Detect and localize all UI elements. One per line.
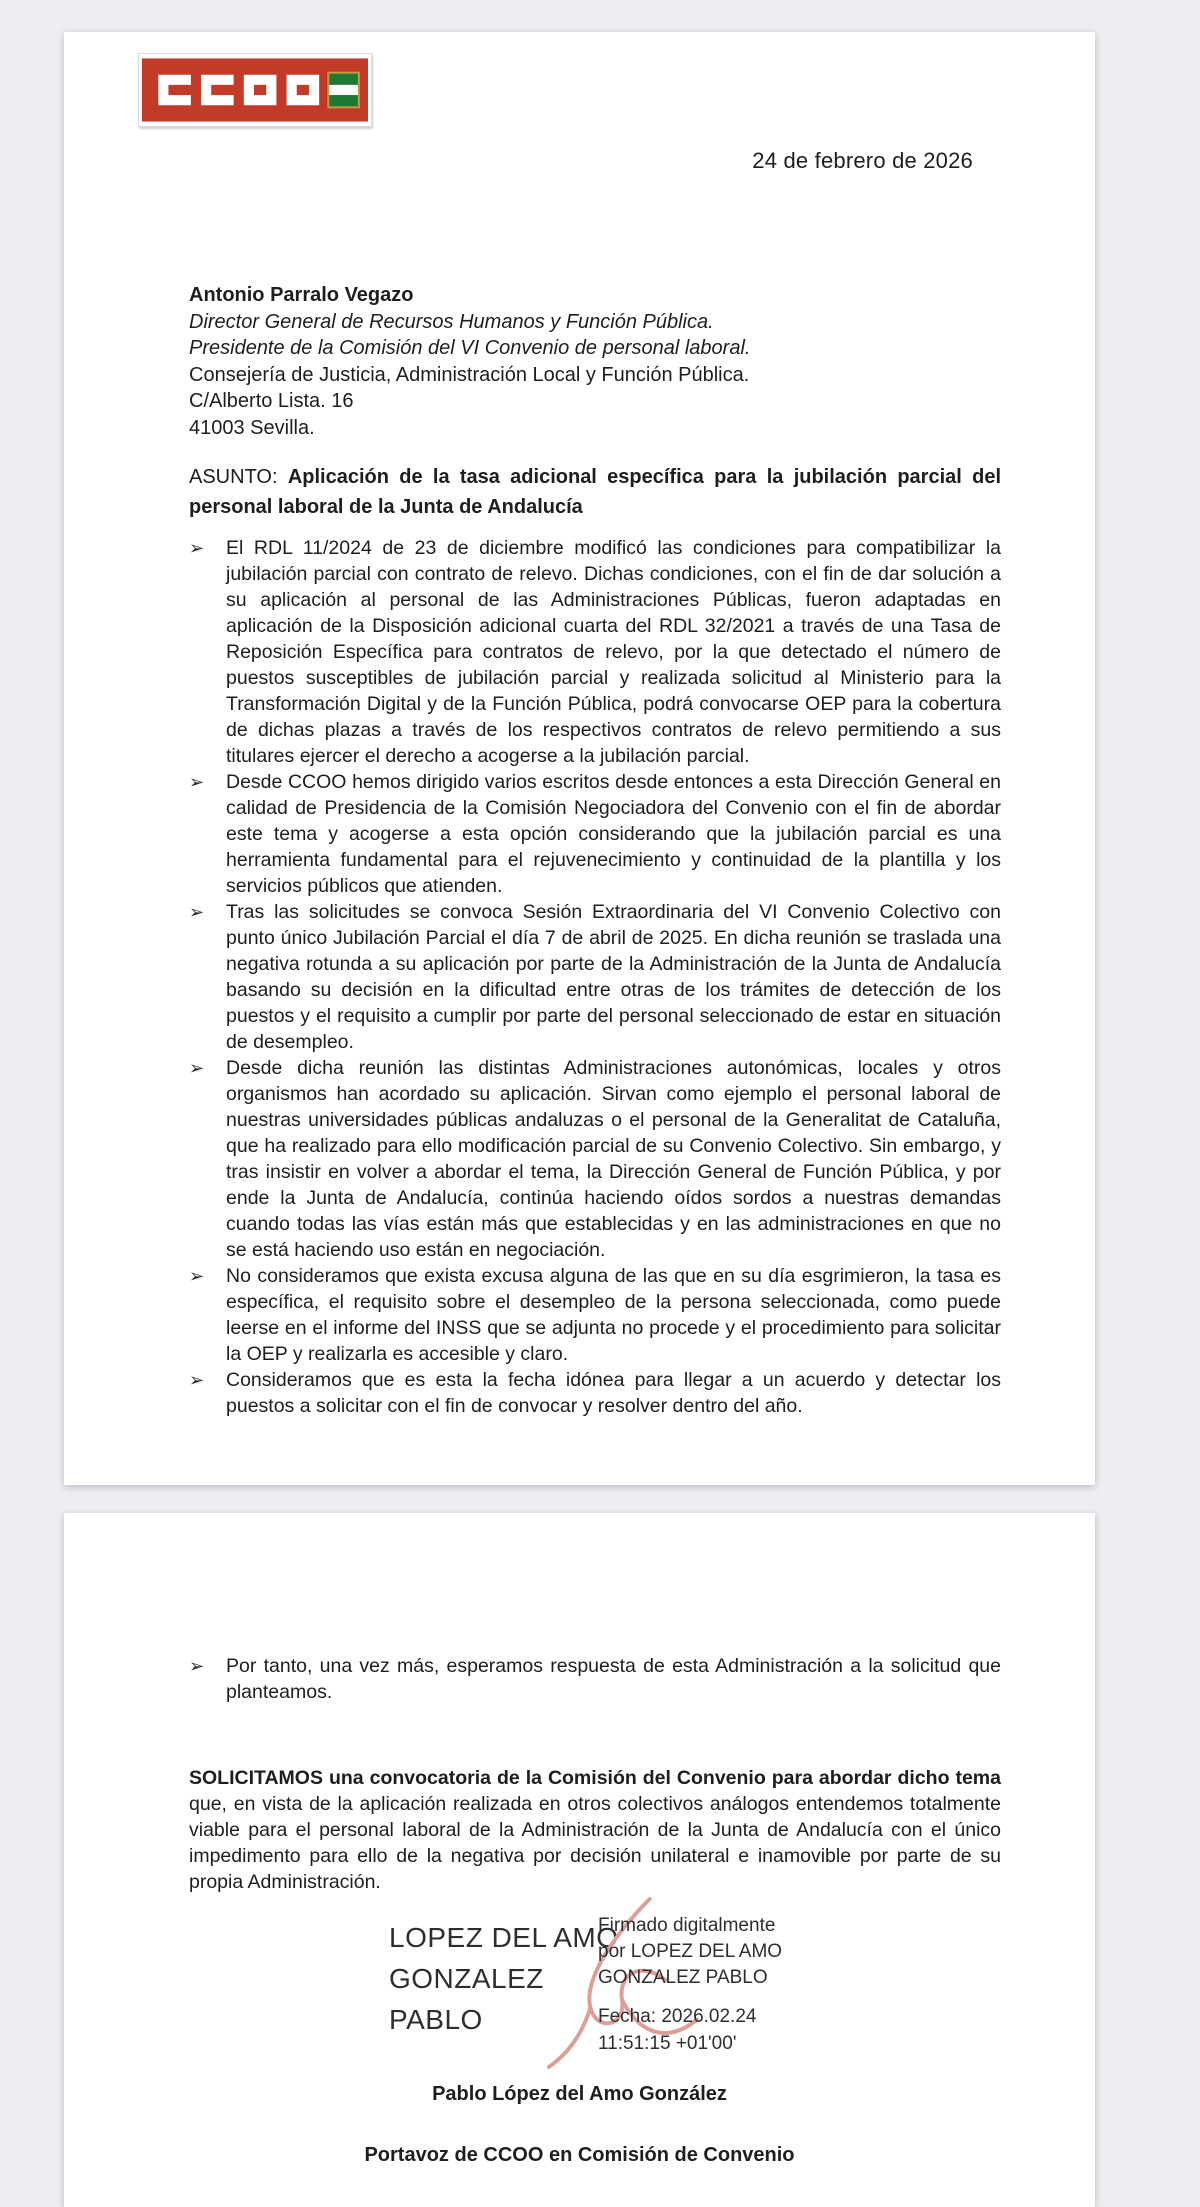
subject-line (189, 462, 1001, 522)
arrow-bullet-icon: ➢ (189, 772, 205, 792)
signer-line: GONZALEZ (389, 1963, 544, 1994)
request-paragraph (189, 1765, 1001, 1895)
arrow-bullet-icon: ➢ (189, 1058, 205, 1078)
signature-stamp-date (598, 2003, 918, 2057)
request-bold-lead: SOLICITAMOS una convocatoria de la Comisión del Convenio para abordar dicho tema (189, 1767, 1001, 1789)
bullet-item (189, 899, 1001, 1055)
letter-date: 24 de febrero de 2026 (752, 148, 973, 173)
subject-text: Aplicación de la tasa adicional específica para la jubilación parcial del personal laboral de la Junta de Andalucía (189, 466, 1001, 518)
bullet-text: Desde CCOO hemos dirigido varios escritos desde entonces a esta Dirección General en calidad de Presidencia de la Comisión Negociadora del Convenio con el fin de abordar este tema y acogerse a esta opción considerando que la jubilación parcial es una herramienta fundamental para el rejuvenecimiento y continuidad de la plantilla y los servicios públicos que atienden. (226, 771, 1001, 897)
stamp-date-line: Fecha: 2026.02.24 (598, 2006, 757, 2027)
bullet-text: Por tanto, una vez más, esperamos respuesta de esta Administración a la solicitud que planteamos. (226, 1655, 1001, 1703)
andalusia-flag-icon (327, 72, 360, 109)
bullet-text: Consideramos que es esta la fecha idónea para llegar a un acuerdo y detectar los puestos a solicitar con el fin de convocar y resolver dentro del año. (226, 1369, 1001, 1417)
bullet-text: Desde dicha reunión las distintas Administraciones autonómicas, locales y otros organismos han acordado su aplicación. Sirvan como ejemplo el personal laboral de nuestras universidades públicas andaluzas o el personal de la Generalitat de Cataluña, que ha realizado para ello modificación parcial de su Convenio Colectivo. Sin embargo, y tras insistir en volver a abordar el tema, la Dirección General de Función Pública, y por ende la Junta de Andalucía, continúa haciendo oídos sordos a nuestras demandas cuando todas las vías están más que establecidas y en las administraciones en que no se está haciendo uso están en negociación. (226, 1057, 1001, 1261)
recipient-city: 41003 Sevilla. (189, 416, 315, 439)
page2-bullet-list (189, 1653, 1001, 1705)
recipient-block (189, 282, 750, 441)
recipient-street: C/Alberto Lista. 16 (189, 390, 354, 412)
bullet-item (189, 1653, 1001, 1705)
bullet-item (189, 769, 1001, 899)
recipient-role-1: Director General de Recursos Humanos y Función Pública. (189, 310, 714, 333)
bullet-item (189, 1055, 1001, 1263)
arrow-bullet-icon: ➢ (189, 1266, 205, 1286)
recipient-name: Antonio Parralo Vegazo (189, 284, 414, 306)
bullet-text: Tras las solicitudes se convoca Sesión Extraordinaria del VI Convenio Colectivo con punto único Jubilación Parcial el día 7 de abril de 2025. En dicha reunión se traslada una negativa rotunda a su aplicación por parte de la Administración de la Junta de Andalucía basando su decisión en la dificultad entre otras de los trámites de detección de los puestos y el requisito a cumplir por parte del personal seleccionado de estar en situación de desempleo. (226, 901, 1001, 1053)
stamp-line: Firmado digitalmente (598, 1915, 776, 1936)
arrow-bullet-icon: ➢ (189, 902, 205, 922)
subject-prefix: ASUNTO: (189, 466, 288, 488)
closing-signer-role: Portavoz de CCOO en Comisión de Convenio (364, 2144, 795, 2166)
arrow-bullet-icon: ➢ (189, 1656, 205, 1676)
recipient-role-2: Presidente de la Comisión del VI Convenio de personal laboral. (189, 337, 751, 359)
recipient-organization: Consejería de Justicia, Administración Local y Función Pública. (189, 363, 750, 386)
arrow-bullet-icon: ➢ (189, 538, 205, 558)
closing-signer-name: Pablo López del Amo González (432, 2083, 727, 2105)
signer-line: LOPEZ DEL AMO (389, 1922, 619, 1953)
bullet-item (189, 535, 1001, 769)
bullet-item (189, 1367, 1001, 1419)
stamp-date-line: 11:51:15 +01'00' (598, 2033, 737, 2054)
page1-bullet-list (189, 535, 1001, 1419)
request-rest: que, en vista de la aplicación realizada en otros colectivos análogos entendemos totalmente viable para el personal laboral de la Administración de la Junta de Andalucía con el único impedimento para ello de la negativa por decisión unilateral e inamovible por parte de su propia Administración. (189, 1793, 1001, 1893)
arrow-bullet-icon: ➢ (189, 1370, 205, 1390)
bullet-item (189, 1263, 1001, 1367)
letter-page-2 (64, 1513, 1095, 2207)
letter-page-1 (64, 32, 1095, 1485)
ccoo-logo-icon (142, 57, 368, 123)
stamp-line: GONZALEZ PABLO (598, 1967, 768, 1988)
signature-stamp-text (598, 1913, 918, 1991)
signer-line: PABLO (389, 2004, 483, 2035)
bullet-text: No consideramos que exista excusa alguna de las que en su día esgrimieron, la tasa es específica, el requisito sobre el desempleo de la persona seleccionada, como puede leerse en el informe del INSS que se adjunta no procede y el procedimiento para solicitar la OEP y realizarla es accesible y claro. (226, 1265, 1001, 1365)
ccoo-logo (138, 53, 372, 127)
bullet-text: El RDL 11/2024 de 23 de diciembre modificó las condiciones para compatibilizar la jubilación parcial con contrato de relevo. Dichas condiciones, con el fin de dar solución a su aplicación al personal de las Administraciones Públicas, fueron adaptadas en aplicación de la Disposición adicional cuarta del RDL 32/2021 a través de una Tasa de Reposición Específica para contratos de relevo, por la que detectado el número de puestos susceptibles de jubilación parcial y realizada solicitud al Ministerio para la Transformación Digital y de la Función Pública, podrá convocarse OEP para la cobertura de dichas plazas a través de los respectivos contratos de relevo permitiendo a sus titulares ejercer el derecho a acogerse a la jubilación parcial. (226, 537, 1001, 767)
stamp-line: por LOPEZ DEL AMO (598, 1941, 783, 1962)
